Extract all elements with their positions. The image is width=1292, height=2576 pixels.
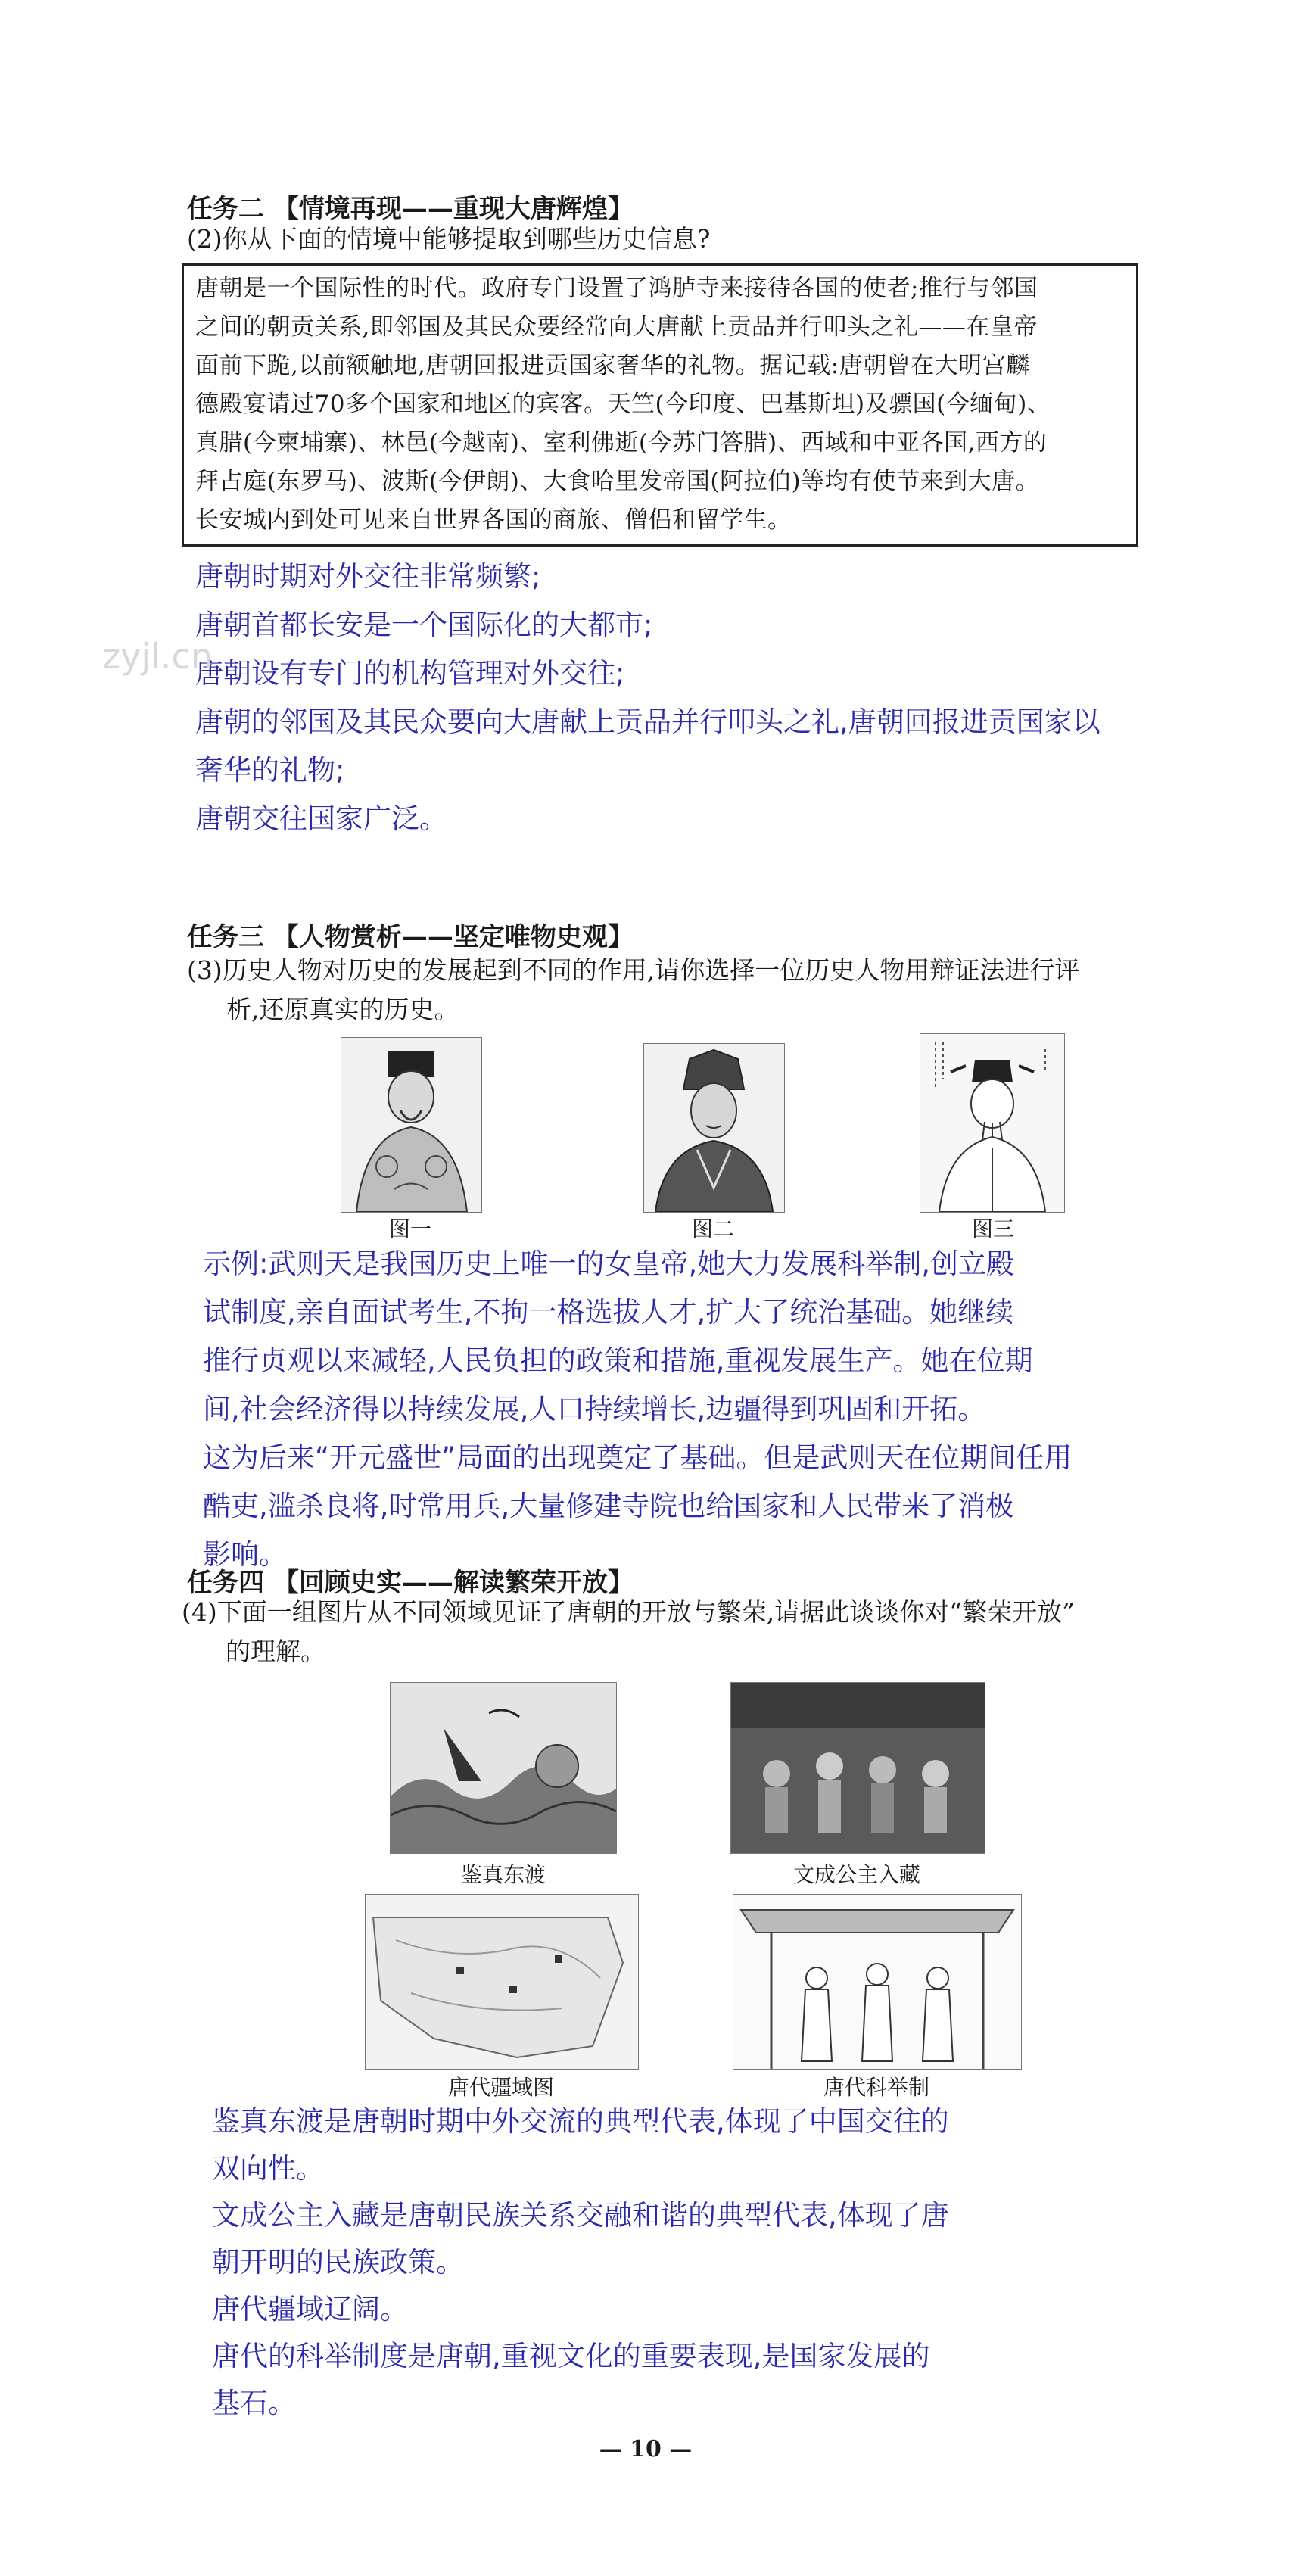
page-number: — 10 — [599, 2436, 693, 2462]
answer-line: 鉴真东渡是唐朝时期中外交流的典型代表,体现了中国交往的 [212, 2105, 949, 2138]
task3-heading: 任务三 【人物赏析——坚定唯物史观】 [187, 922, 634, 952]
answer-line: 推行贞观以来减轻,人民负担的政策和措施,重视发展生产。她在位期 [203, 1344, 1033, 1377]
answer-line: 文成公主入藏是唐朝民族关系交融和谐的典型代表,体现了唐 [212, 2199, 949, 2232]
answer-line: 唐朝设有专门的机构管理对外交往; [195, 657, 625, 690]
portrait-3-image [920, 1033, 1065, 1213]
answer-line: 唐代的科举制度是唐朝,重视文化的重要表现,是国家发展的 [212, 2340, 930, 2372]
task4-answer [212, 2098, 949, 2427]
answer-line: 奢华的礼物; [195, 754, 345, 787]
task2-answer [195, 553, 1101, 843]
passage-line: 长安城内到处可见来自世界各国的商旅、僧侣和留学生。 [195, 506, 792, 534]
passage-line: 唐朝是一个国际性的时代。政府专门设置了鸿胪寺来接待各国的使者;推行与邻国 [195, 275, 1038, 302]
task3-answer [203, 1240, 1072, 1579]
answer-line: 这为后来“开元盛世”局面的出现奠定了基础。但是武则天在位期间任用 [203, 1441, 1073, 1474]
portrait-2-image [643, 1043, 785, 1213]
answer-line: 影响。 [203, 1538, 287, 1571]
answer-line: 试制度,亲自面试考生,不拘一格选拔人才,扩大了统治基础。她继续 [203, 1296, 1014, 1328]
passage-line: 之间的朝贡关系,即邻国及其民众要经常向大唐献上贡品并行叩头之礼——在皇帝 [195, 313, 1038, 341]
wencheng-image [730, 1682, 985, 1854]
portrait-3-caption: 图三 [971, 1216, 1014, 1241]
passage-text [195, 269, 1131, 540]
exam-caption: 唐代科举制 [823, 2075, 929, 2100]
answer-line: 基石。 [212, 2387, 296, 2419]
task4-question [182, 1593, 1075, 1671]
answer-line: 唐朝的邻国及其民众要向大唐献上贡品并行叩头之礼,唐朝回报进贡国家以 [195, 706, 1101, 738]
tang-territory-map-image [365, 1894, 639, 2070]
question-line: 析,还原真实的历史。 [226, 995, 459, 1024]
passage-line: 真腊(今柬埔寨)、林邑(今越南)、室利佛逝(今苏门答腊)、西域和中亚各国,西方的 [195, 429, 1048, 456]
task3-question [187, 951, 1079, 1029]
task2-heading: 任务二 【情境再现——重现大唐辉煌】 [187, 194, 634, 224]
imperial-exam-image [733, 1894, 1022, 2070]
jianzhen-image [390, 1682, 617, 1854]
answer-line: 唐代疆域辽阔。 [212, 2293, 408, 2325]
passage-line: 德殿宴请过70多个国家和地区的宾客。天竺(今印度、巴基斯坦)及骠国(今缅甸)、 [195, 391, 1051, 418]
watermark: zyjl.cn [102, 636, 213, 677]
task4-heading: 任务四 【回顾史实——解读繁荣开放】 [187, 1568, 634, 1598]
answer-line: 酷吏,滥杀良将,时常用兵,大量修建寺院也给国家和人民带来了消极 [203, 1490, 1014, 1522]
answer-line: 唐朝交往国家广泛。 [195, 802, 447, 835]
answer-line: 朝开明的民族政策。 [212, 2246, 464, 2279]
jianzhen-caption: 鉴真东渡 [460, 1862, 546, 1887]
answer-line: 示例:武则天是我国历史上唯一的女皇帝,她大力发展科举制,创立殿 [203, 1248, 1014, 1280]
passage-line: 面前下跪,以前额触地,唐朝回报进贡国家奢华的礼物。据记载:唐朝曾在大明宫麟 [195, 352, 1030, 379]
task2-question: (2)你从下面的情境中能够提取到哪些历史信息? [187, 224, 711, 254]
answer-line: 双向性。 [212, 2152, 324, 2185]
passage-line: 拜占庭(东罗马)、波斯(今伊朗)、大食哈里发帝国(阿拉伯)等均有使节来到大唐。 [195, 468, 1040, 495]
question-line: (3)历史人物对历史的发展起到不同的作用,请你选择一位历史人物用辩证法进行评 [187, 955, 1080, 985]
answer-line: 唐朝首都长安是一个国际化的大都市; [195, 609, 653, 641]
answer-line: 唐朝时期对外交往非常频繁; [195, 560, 541, 593]
portrait-1-image [341, 1037, 482, 1213]
question-line: 的理解。 [226, 1637, 325, 1666]
answer-line: 间,社会经济得以持续发展,人口持续增长,边疆得到巩固和开拓。 [203, 1393, 986, 1425]
territory-caption: 唐代疆域图 [447, 2075, 554, 2100]
portrait-2-caption: 图二 [691, 1216, 734, 1241]
portrait-1-caption: 图一 [388, 1216, 431, 1241]
wencheng-caption: 文成公主入藏 [792, 1862, 920, 1887]
question-line: (4)下面一组图片从不同领域见证了唐朝的开放与繁荣,请据此谈谈你对“繁荣开放” [182, 1597, 1075, 1627]
